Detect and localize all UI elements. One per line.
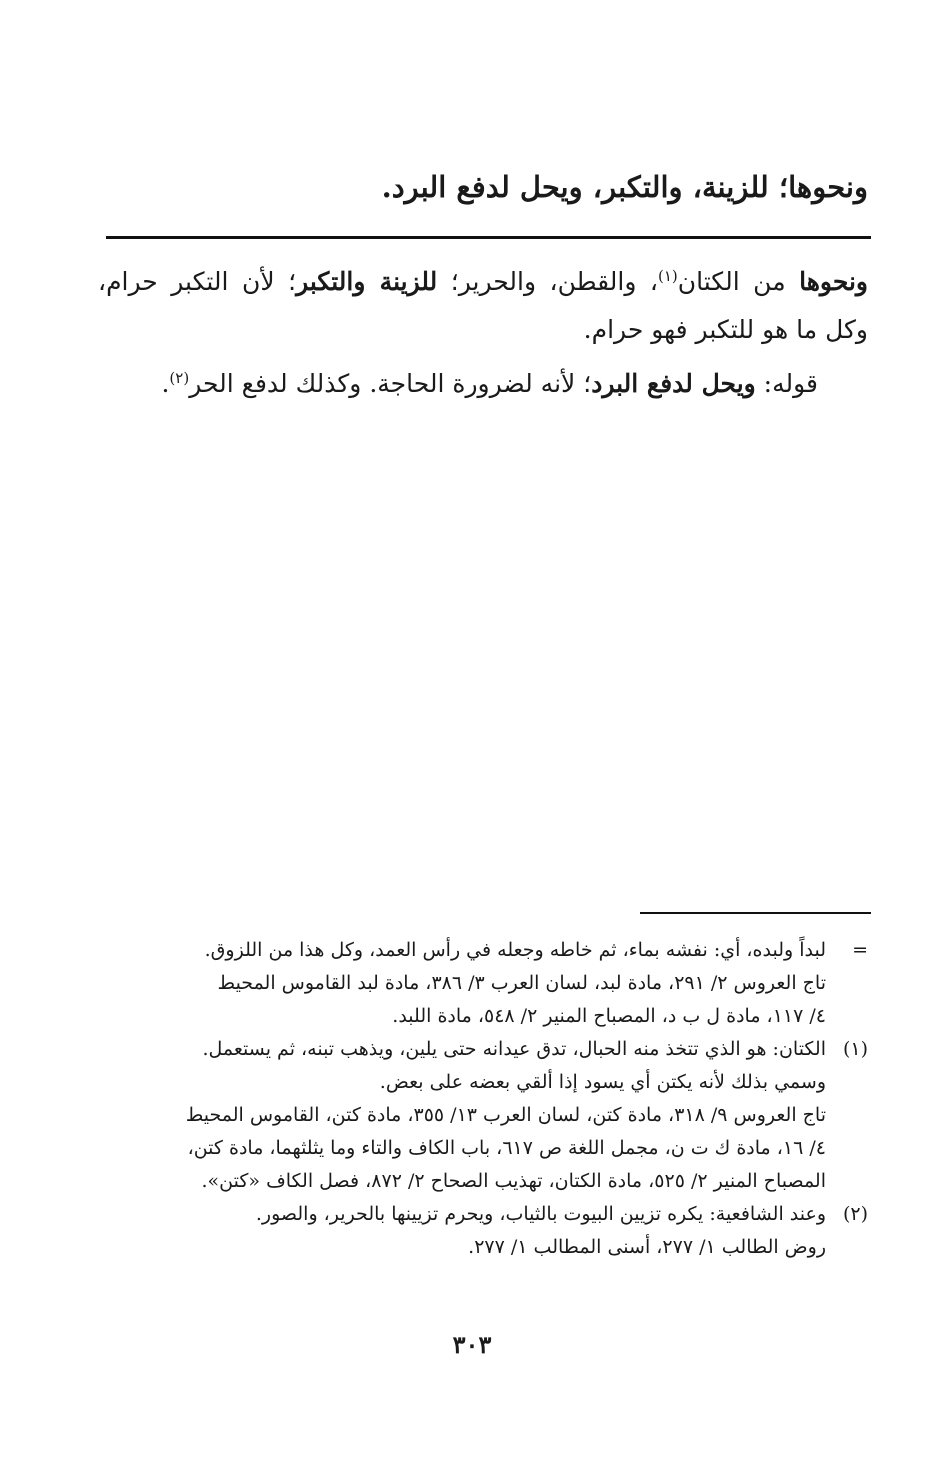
footnote-2 bbox=[98, 1198, 868, 1264]
matn-text: ونحوها؛ للزينة، والتكبر، ويحل لدفع البرد. bbox=[381, 170, 868, 204]
footnote-continued bbox=[98, 934, 868, 1033]
footnote-line: الكتان: هو الذي تتخذ منه الحبال، تدق عيدانه حتى يلين، ويذهب تبنه، ثم يستعمل. bbox=[202, 1038, 826, 1060]
term-bold: للزينة والتكبر bbox=[296, 267, 438, 296]
footnote-mark: = bbox=[852, 939, 868, 961]
text-run: ؛ لأن التكبر حرام، وكل ما هو للتكبر فهو حرام. bbox=[98, 267, 868, 344]
commentary bbox=[98, 258, 868, 408]
footnote-line: وعند الشافعية: يكره تزيين البيوت بالثياب، ويحرم تزيينها بالحرير، والصور. bbox=[255, 1203, 826, 1225]
term-bold: ونحوها bbox=[799, 267, 868, 296]
footnote-line: روض الطالب ١/ ٢٧٧، أسنى المطالب ١/ ٢٧٧. bbox=[468, 1236, 826, 1258]
footnote-line: تاج العروس ٢/ ٢٩١، مادة لبد، لسان العرب ٣/ ٣٨٦، مادة لبد القاموس المحيط bbox=[217, 972, 826, 994]
matn-divider bbox=[106, 236, 871, 239]
footnote-line: تاج العروس ٩/ ٣١٨، مادة كتن، لسان العرب ١٣/ ٣٥٥، مادة كتن، القاموس المحيط bbox=[185, 1104, 826, 1126]
footnote-mark: (١) bbox=[842, 1038, 868, 1060]
footnote-body bbox=[98, 934, 826, 1033]
footnote-line: ٤/ ١٦، مادة ك ت ن، مجمل اللغة ص ٦١٧، باب الكاف والتاء وما يثلثهما، مادة كتن، bbox=[187, 1137, 826, 1159]
commentary-paragraph-2 bbox=[98, 360, 868, 408]
footnote-mark: (٢) bbox=[842, 1203, 868, 1225]
term-bold: ويحل لدفع البرد bbox=[591, 369, 756, 398]
text-run: قوله: bbox=[755, 369, 818, 398]
footnote-ref-1[interactable]: (١) bbox=[658, 267, 678, 285]
text-run: ؛ لأنه لضرورة الحاجة. وكذلك لدفع الحر bbox=[189, 369, 592, 398]
footnotes bbox=[98, 934, 868, 1264]
footnote-line: المصباح المنير ٢/ ٥٢٥، مادة الكتان، تهذيب الصحاح ٢/ ٨٧٢، فصل الكاف «كتن». bbox=[201, 1170, 826, 1192]
footnote-line: وسمي بذلك لأنه يكتن أي يسود إذا ألقي بعضه على بعض. bbox=[379, 1071, 826, 1093]
footnote-divider bbox=[640, 912, 871, 914]
footnote-1 bbox=[98, 1033, 868, 1198]
footnote-ref-2[interactable]: (٢) bbox=[169, 369, 190, 387]
text-run: ، والقطن، والحرير؛ bbox=[437, 267, 658, 296]
footnote-body bbox=[98, 1033, 826, 1198]
text-run: . bbox=[161, 369, 170, 398]
footnote-line: لبداً ولبده، أي: نفشه بماء، ثم خاطه وجعله في رأس العمد، وكل هذا من اللزوق. bbox=[204, 939, 826, 961]
footnote-line: ٤/ ١١٧، مادة ل ب د، المصباح المنير ٢/ ٥٤٨، مادة اللبد. bbox=[392, 1005, 826, 1027]
commentary-paragraph-1 bbox=[98, 258, 868, 354]
text-run: من الكتان bbox=[677, 267, 800, 296]
footnote-body bbox=[98, 1198, 826, 1264]
page-number: ٣٠٣ bbox=[452, 1330, 492, 1359]
